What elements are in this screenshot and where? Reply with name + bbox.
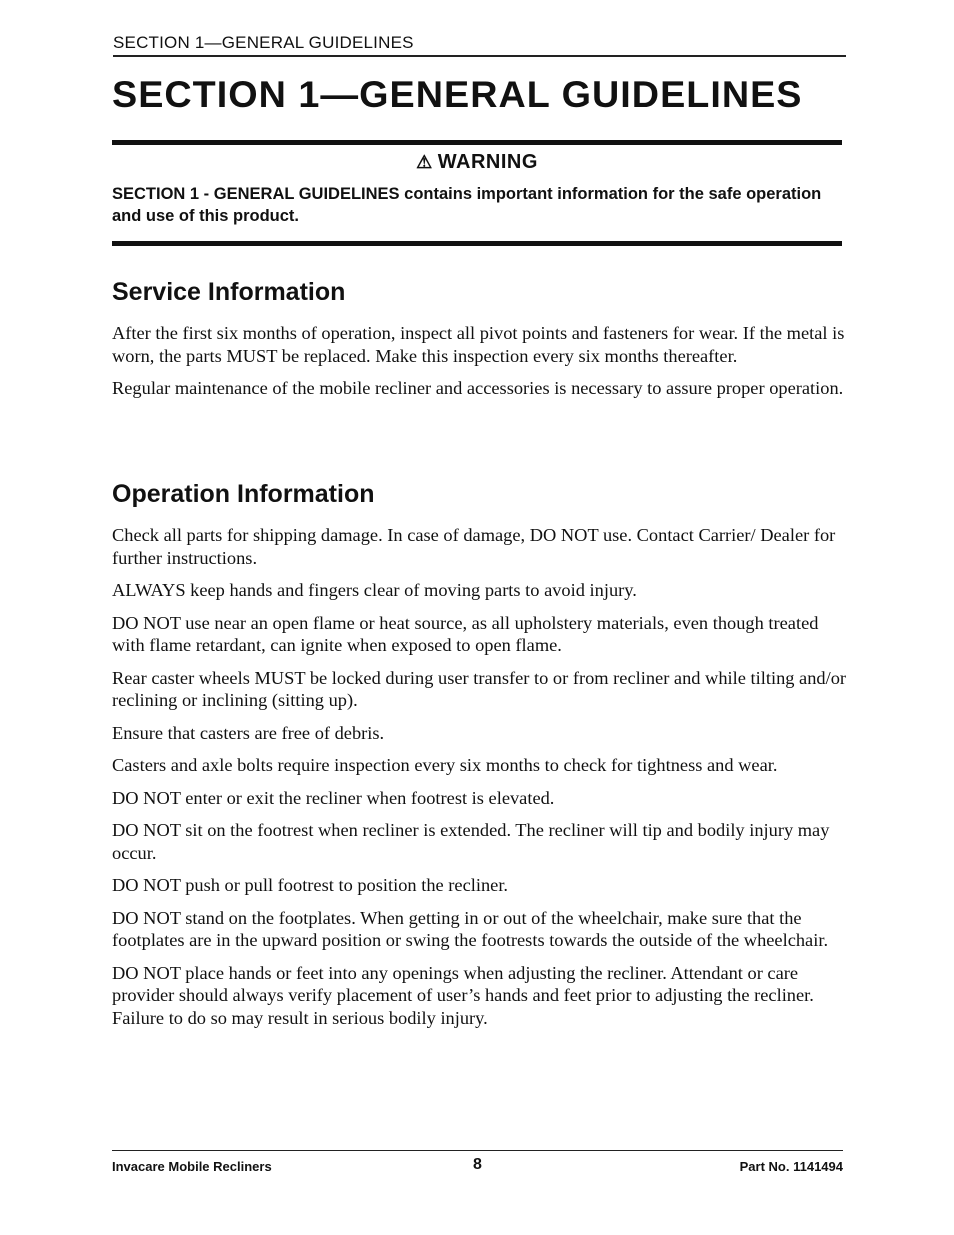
warning-text: SECTION 1 - GENERAL GUIDELINES contains important information for the safe operation and use of this product. — [112, 185, 822, 225]
paragraph: DO NOT use near an open flame or heat source, as all upholstery materials, even though treated with flame retardant, can ignite when exposed to open flame. — [112, 612, 819, 655]
warning-triangle-icon: ⚠ — [416, 152, 433, 172]
service-heading: Service Information — [112, 278, 346, 306]
operation-heading: Operation Information — [112, 480, 375, 508]
page-title: SECTION 1—GENERAL GUIDELINES — [112, 74, 803, 115]
paragraph: DO NOT push or pull footrest to position the recliner. — [112, 875, 509, 895]
paragraph: After the first six months of operation, inspect all pivot points and fasteners for wear. If the metal is worn, the parts MUST be replaced. Make this inspection every six months thereafter. — [112, 323, 845, 366]
running-header: SECTION 1—GENERAL GUIDELINES — [113, 33, 846, 57]
warning-heading: WARNING — [437, 151, 538, 173]
page-number: 8 — [473, 1156, 482, 1173]
warning-heading-row — [112, 151, 842, 174]
footer-part-number: Part No. 1141494 — [739, 1159, 843, 1174]
paragraph: Regular maintenance of the mobile recliner and accessories is necessary to assure proper operation. — [112, 378, 844, 398]
service-body — [112, 322, 847, 410]
paragraph: DO NOT stand on the footplates. When getting in or out of the wheelchair, make sure that the footplates are in the upward position or swing the footrests towards the outside of the wheelchair. — [112, 907, 829, 950]
footer-product-name: Invacare Mobile Recliners — [112, 1159, 272, 1174]
paragraph: DO NOT enter or exit the recliner when footrest is elevated. — [112, 787, 555, 808]
paragraph: DO NOT place hands or feet into any openings when adjusting the recliner. Attendant or care provider should always verify placement of user’s hands and feet prior to adjusting the recliner. Failure to do so may result in serious bodily injury. — [112, 962, 814, 1028]
operation-body — [112, 524, 847, 1039]
page-footer — [112, 1150, 843, 1174]
paragraph: Ensure that casters are free of debris. — [112, 722, 385, 743]
paragraph: Rear caster wheels MUST be locked during user transfer to or from recliner and while tilting and/or reclining or inclining (sitting up). — [112, 667, 847, 710]
paragraph: DO NOT sit on the footrest when recliner is extended. The recliner will tip and bodily injury may occur. — [112, 820, 830, 863]
paragraph: Check all parts for shipping damage. In case of damage, DO NOT use. Contact Carrier/ Dealer for further instructions. — [112, 525, 836, 568]
warning-box — [112, 140, 842, 246]
paragraph: ALWAYS keep hands and fingers clear of moving parts to avoid injury. — [112, 580, 637, 600]
paragraph: Casters and axle bolts require inspection every six months to check for tightness and wear. — [112, 755, 778, 775]
